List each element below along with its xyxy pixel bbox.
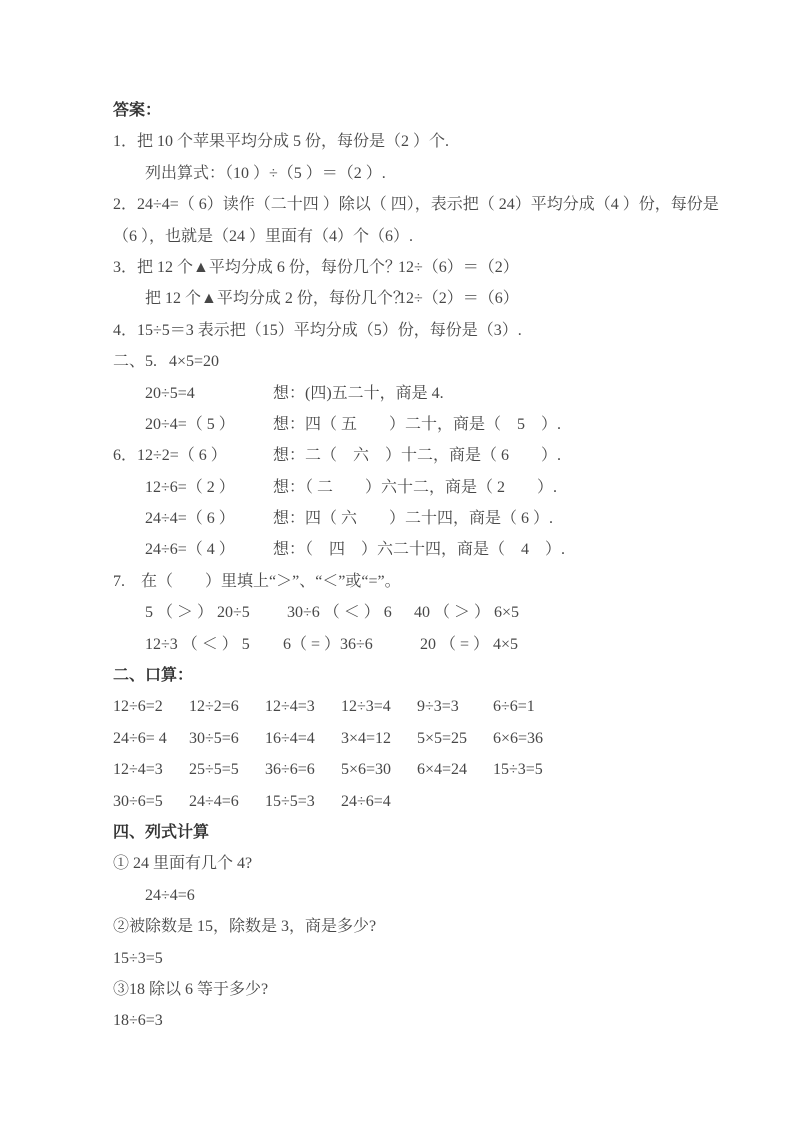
answer-q6-row3 bbox=[113, 503, 703, 534]
equation-writing-heading: 四、列式计算 bbox=[113, 823, 210, 841]
answer-q6-row1 bbox=[113, 440, 703, 471]
calc-item: 9÷3=3 bbox=[417, 698, 459, 716]
answer-q5-row1 bbox=[113, 378, 703, 409]
question-text: 3．把 12 个▲平均分成 6 份，每份几个？ bbox=[113, 258, 401, 276]
equation: 20÷5=4 bbox=[145, 384, 195, 402]
answers-heading: 答案： bbox=[113, 102, 162, 119]
calc-item: 15÷3=5 bbox=[493, 761, 543, 779]
oral-calc-heading: 二、口算： bbox=[113, 667, 194, 685]
oral-calc-row-3 bbox=[113, 754, 703, 785]
answer-q5-intro bbox=[113, 346, 703, 377]
answer-equation: 12÷（6）＝（2） bbox=[398, 258, 519, 276]
answer-q2-line2: （6 ），也就是（24 ）里面有（4）个（6）. bbox=[113, 227, 414, 245]
equation-q2-answer: 15÷3=5 bbox=[113, 949, 163, 967]
think-text: 想：四（ 六 ）二十四，商是（ 6 ）. bbox=[273, 510, 554, 528]
calc-item: 12÷2=6 bbox=[189, 698, 239, 716]
answer-q4: 4．15÷5＝3 表示把（15）平均分成（5）份，每份是（3）. bbox=[113, 321, 522, 339]
compare-item: 6（ = ）36÷6 bbox=[283, 635, 373, 653]
compare-item: 30÷6 （ ＜ ） 6 bbox=[287, 604, 392, 622]
answer-q1: 1．把 10 个苹果平均分成 5 份，每份是（2 ）个. bbox=[113, 133, 450, 151]
oral-calc-row-2 bbox=[113, 723, 703, 754]
think-text: 想：二（ 六 ）十二，商是（ 6 ）. bbox=[273, 447, 562, 465]
calc-item: 6×6=36 bbox=[493, 729, 544, 747]
calc-item: 24÷6=4 bbox=[341, 792, 391, 810]
equation-q1-question: ① 24 里面有几个 4? bbox=[113, 855, 253, 873]
equation-q3-answer: 18÷6=3 bbox=[113, 1012, 163, 1030]
compare-row-1 bbox=[113, 597, 703, 628]
calc-item: 6÷6=1 bbox=[493, 698, 535, 716]
compare-row-2 bbox=[113, 629, 703, 660]
answer-q6-row2 bbox=[113, 472, 703, 503]
equation: 24÷6=（ 4 ） bbox=[145, 541, 235, 559]
question-text: 把 12 个▲平均分成 2 份，每份几个？ bbox=[145, 290, 409, 308]
equation-q1-answer: 24÷4=6 bbox=[145, 886, 195, 904]
answer-q6-row4 bbox=[113, 534, 703, 565]
compare-item: 40 （ ＞ ） 6×5 bbox=[414, 604, 520, 622]
answer-equation: 12÷（2）＝（6） bbox=[398, 290, 519, 308]
calc-item: 5×5=25 bbox=[417, 729, 468, 747]
answer-equation: 4×5=20 bbox=[169, 353, 220, 371]
calc-item: 12÷6=2 bbox=[113, 698, 163, 716]
answer-q3-part2 bbox=[113, 283, 703, 314]
calc-item: 12÷3=4 bbox=[341, 698, 391, 716]
answer-q3-part1 bbox=[113, 252, 703, 283]
think-text: 想：(四)五二十，商是 4. bbox=[273, 384, 444, 402]
think-text: 想：四（ 五 ）二十，商是（ 5 ）. bbox=[273, 415, 562, 433]
answer-q7-intro: 7. 在（ ）里填上“＞”、“＜”或“=”。 bbox=[113, 572, 401, 590]
calc-item: 24÷4=6 bbox=[189, 792, 239, 810]
item-number: 二、5. bbox=[113, 353, 158, 371]
equation: 6．12÷2=（ 6 ） bbox=[113, 447, 227, 465]
calc-item: 36÷6=6 bbox=[265, 761, 315, 779]
compare-item: 20 （ = ） 4×5 bbox=[420, 635, 519, 653]
calc-item: 12÷4=3 bbox=[113, 761, 163, 779]
calc-item: 24÷6= 4 bbox=[113, 729, 167, 747]
oral-calc-row-4 bbox=[113, 786, 703, 817]
answer-q1-equation: 列出算式：（10 ）÷（5 ）＝（2 ）. bbox=[145, 164, 386, 182]
answer-q2-line1: 2．24÷4=（ 6）读作（二十四 ）除以（ 四），表示把（ 24）平均分成（4 ）份，每份是 bbox=[113, 196, 719, 214]
calc-item: 25÷5=5 bbox=[189, 761, 239, 779]
think-text: 想：（ 四 ）六二十四，商是（ 4 ）. bbox=[273, 541, 566, 559]
oral-calc-row-1 bbox=[113, 691, 703, 722]
answer-q5-row2 bbox=[113, 409, 703, 440]
calc-item: 6×4=24 bbox=[417, 761, 468, 779]
compare-item: 5 （ ＞ ） 20÷5 bbox=[145, 604, 250, 622]
calc-item: 30÷6=5 bbox=[113, 792, 163, 810]
answer-sheet bbox=[113, 95, 719, 1037]
calc-item: 3×4=12 bbox=[341, 729, 392, 747]
equation: 12÷6=（ 2 ） bbox=[145, 478, 235, 496]
calc-item: 16÷4=4 bbox=[265, 729, 315, 747]
think-text: 想：（ 二 ）六十二，商是（ 2 ）. bbox=[273, 478, 558, 496]
calc-item: 5×6=30 bbox=[341, 761, 392, 779]
compare-item: 12÷3 （ ＜ ） 5 bbox=[145, 635, 250, 653]
calc-item: 30÷5=6 bbox=[189, 729, 239, 747]
equation-q3-question: ③18 除以 6 等于多少? bbox=[113, 980, 269, 998]
calc-item: 15÷5=3 bbox=[265, 792, 315, 810]
equation: 20÷4=（ 5 ） bbox=[145, 415, 235, 433]
equation-q2-question: ②被除数是 15，除数是 3，商是多少? bbox=[113, 918, 377, 936]
calc-item: 12÷4=3 bbox=[265, 698, 315, 716]
equation: 24÷4=（ 6 ） bbox=[145, 510, 235, 528]
